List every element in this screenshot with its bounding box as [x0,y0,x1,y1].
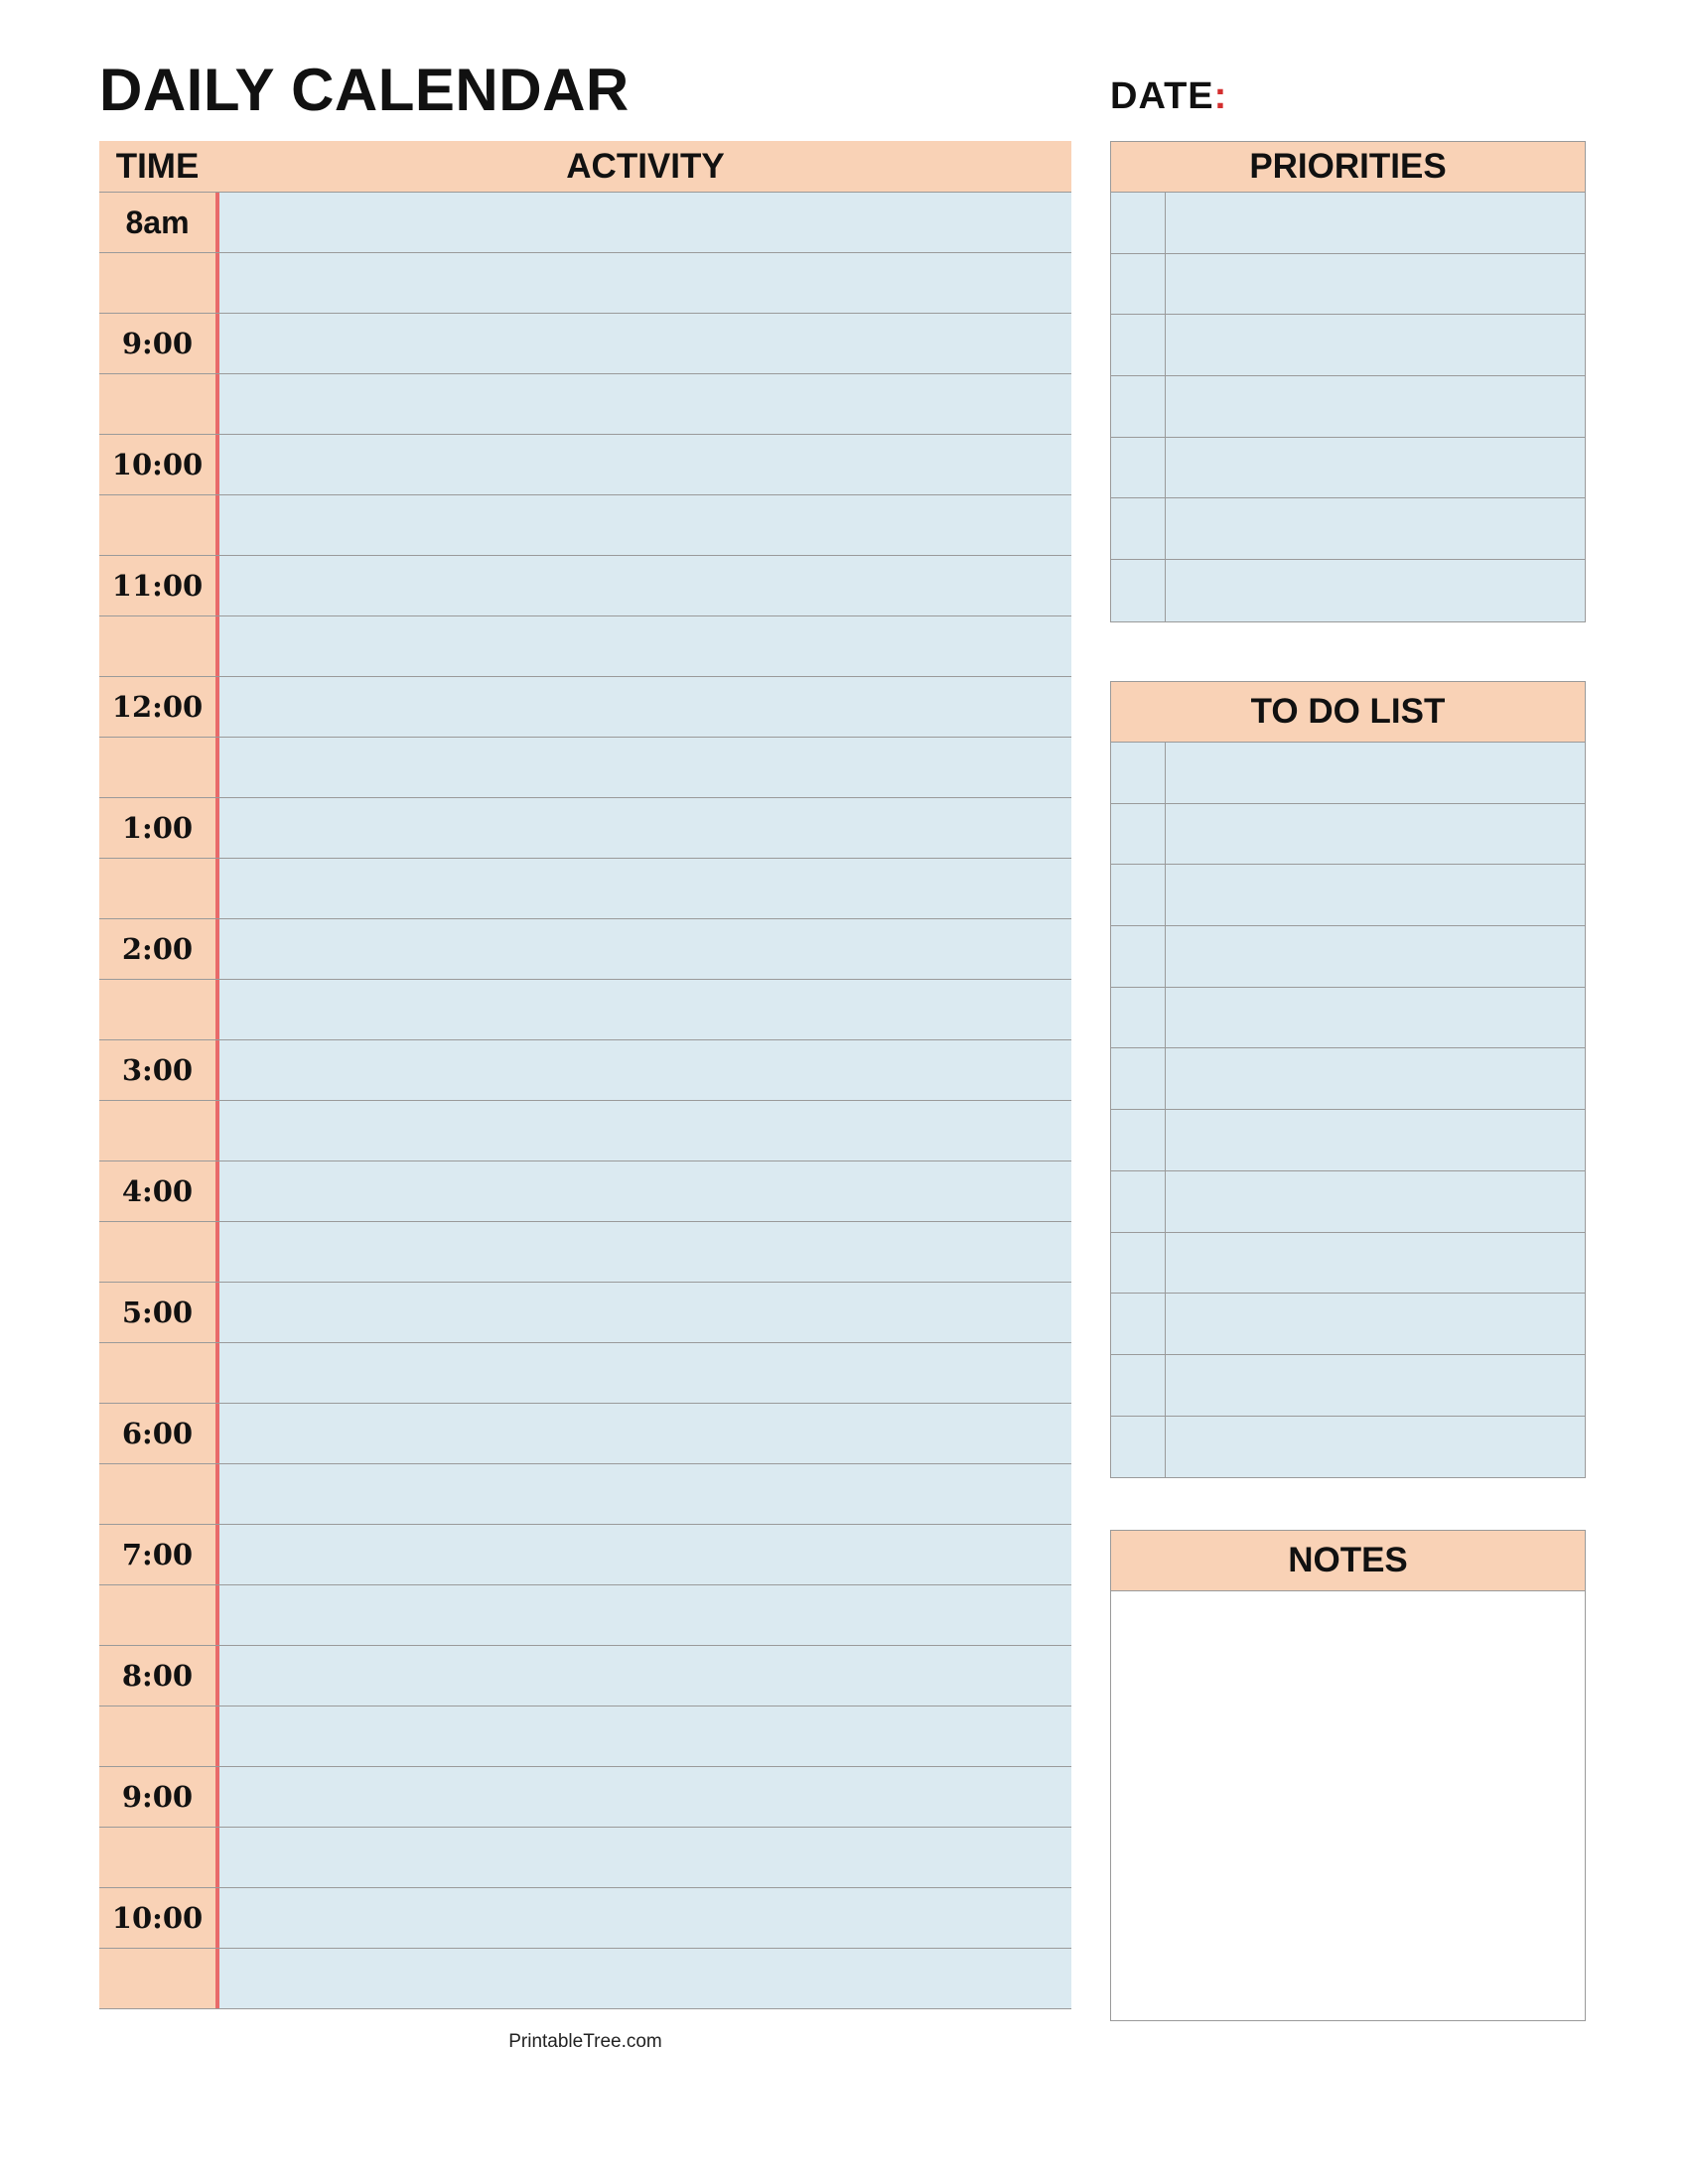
schedule-row [99,1040,1071,1101]
priority-row [1111,498,1585,560]
priority-entry[interactable] [1166,560,1585,621]
priorities-list [1111,193,1585,621]
schedule-row [99,859,1071,919]
activity-cell[interactable] [215,1888,1071,1948]
priority-row [1111,193,1585,254]
schedule-table [99,141,1071,2009]
schedule-row [99,1949,1071,2009]
todo-entry[interactable] [1166,988,1585,1048]
activity-cell[interactable] [215,1949,1071,2008]
activity-cell[interactable] [215,1222,1071,1282]
todo-checkbox[interactable] [1111,865,1166,925]
activity-cell[interactable] [215,980,1071,1039]
time-cell: 10:00 [99,1888,215,1948]
schedule-row [99,1767,1071,1828]
todo-panel [1110,681,1586,1478]
todo-row [1111,1110,1585,1171]
activity-column-header: ACTIVITY [215,141,1071,192]
activity-cell[interactable] [215,1404,1071,1463]
priority-checkbox[interactable] [1111,438,1166,498]
todo-row [1111,988,1585,1049]
todo-entry[interactable] [1166,1233,1585,1294]
priority-checkbox[interactable] [1111,498,1166,559]
todo-entry[interactable] [1166,865,1585,925]
activity-cell[interactable] [215,1283,1071,1342]
schedule-row [99,1343,1071,1404]
activity-cell[interactable] [215,1767,1071,1827]
todo-row [1111,1417,1585,1478]
priority-row [1111,560,1585,621]
activity-cell[interactable] [215,738,1071,797]
activity-cell[interactable] [215,1101,1071,1160]
todo-checkbox[interactable] [1111,1417,1166,1478]
schedule-header [99,141,1071,193]
schedule-row [99,1464,1071,1525]
time-cell: 9:00 [99,314,215,373]
notes-panel [1110,1530,1586,2021]
time-cell [99,616,215,676]
time-cell [99,980,215,1039]
time-cell: 12:00 [99,677,215,737]
todo-list [1111,743,1585,1477]
priority-checkbox[interactable] [1111,315,1166,375]
activity-cell[interactable] [215,556,1071,615]
time-cell [99,1706,215,1766]
notes-area[interactable] [1111,1591,1585,2020]
schedule-row [99,919,1071,980]
schedule-row [99,253,1071,314]
time-cell [99,495,215,555]
schedule-row [99,1585,1071,1646]
todo-row [1111,1233,1585,1295]
schedule-row [99,677,1071,738]
todo-row [1111,1048,1585,1110]
todo-row [1111,743,1585,804]
activity-cell[interactable] [215,1343,1071,1403]
time-cell [99,1101,215,1160]
todo-checkbox[interactable] [1111,1233,1166,1294]
schedule-row [99,1283,1071,1343]
priority-checkbox[interactable] [1111,560,1166,621]
schedule-row [99,314,1071,374]
time-cell [99,374,215,434]
schedule-row [99,1706,1071,1767]
schedule-row [99,1828,1071,1888]
time-cell: 4:00 [99,1161,215,1221]
priority-entry[interactable] [1166,376,1585,437]
todo-entry[interactable] [1166,1110,1585,1170]
todo-entry[interactable] [1166,1048,1585,1109]
todo-title: TO DO LIST [1111,682,1585,743]
time-cell: 1:00 [99,798,215,858]
time-cell [99,738,215,797]
time-cell [99,1828,215,1887]
time-cell: 10:00 [99,435,215,494]
schedule-row [99,435,1071,495]
activity-cell[interactable] [215,677,1071,737]
todo-checkbox[interactable] [1111,1294,1166,1354]
activity-cell[interactable] [215,435,1071,494]
schedule-row [99,616,1071,677]
activity-cell[interactable] [215,1646,1071,1706]
date-field[interactable] [1110,71,1227,121]
activity-cell[interactable] [215,1828,1071,1887]
todo-entry[interactable] [1166,1294,1585,1354]
todo-row [1111,865,1585,926]
activity-cell[interactable] [215,919,1071,979]
activity-cell[interactable] [215,1525,1071,1584]
todo-row [1111,1171,1585,1233]
date-label: DATE [1110,75,1214,117]
date-colon: : [1213,75,1228,117]
todo-checkbox[interactable] [1111,804,1166,865]
activity-cell[interactable] [215,253,1071,313]
priority-row [1111,254,1585,316]
priorities-title: PRIORITIES [1111,142,1585,193]
todo-checkbox[interactable] [1111,1171,1166,1232]
time-cell: 8:00 [99,1646,215,1706]
priority-checkbox[interactable] [1111,193,1166,253]
time-cell: 5:00 [99,1283,215,1342]
priority-row [1111,438,1585,499]
time-cell [99,1343,215,1403]
todo-entry[interactable] [1166,804,1585,865]
priority-entry[interactable] [1166,315,1585,375]
activity-cell[interactable] [215,374,1071,434]
schedule-row [99,1222,1071,1283]
page-title: DAILY CALENDAR [99,57,630,123]
time-column-header: TIME [115,146,200,186]
time-cell [99,1585,215,1645]
todo-checkbox[interactable] [1111,988,1166,1048]
time-cell: 6:00 [99,1404,215,1463]
priority-checkbox[interactable] [1111,254,1166,315]
todo-entry[interactable] [1166,926,1585,987]
priority-row [1111,315,1585,376]
todo-checkbox[interactable] [1111,1048,1166,1109]
activity-cell[interactable] [215,859,1071,918]
time-cell [99,1222,215,1282]
todo-row [1111,804,1585,866]
todo-entry[interactable] [1166,1355,1585,1416]
schedule-row [99,193,1071,253]
priority-entry[interactable] [1166,193,1585,253]
priority-checkbox[interactable] [1111,376,1166,437]
schedule-row [99,980,1071,1040]
activity-cell[interactable] [215,1706,1071,1766]
time-cell: 9:00 [99,1767,215,1827]
priorities-panel [1110,141,1586,622]
activity-cell[interactable] [215,495,1071,555]
activity-cell[interactable] [215,616,1071,676]
activity-cell[interactable] [215,1585,1071,1645]
priority-entry[interactable] [1166,438,1585,498]
schedule-row [99,374,1071,435]
todo-checkbox[interactable] [1111,926,1166,987]
time-cell [99,859,215,918]
schedule-row [99,1888,1071,1949]
time-cell [99,253,215,313]
todo-row [1111,1355,1585,1417]
time-cell: 3:00 [99,1040,215,1100]
activity-cell[interactable] [215,193,1071,252]
priority-entry[interactable] [1166,498,1585,559]
priority-row [1111,376,1585,438]
activity-cell[interactable] [215,1464,1071,1524]
priority-entry[interactable] [1166,254,1585,315]
activity-cell[interactable] [215,1040,1071,1100]
time-cell: 11:00 [99,556,215,615]
activity-cell[interactable] [215,798,1071,858]
schedule-row [99,1646,1071,1706]
time-cell [99,1949,215,2008]
time-cell [99,1464,215,1524]
schedule-row [99,798,1071,859]
schedule-row [99,1525,1071,1585]
notes-title: NOTES [1111,1531,1585,1591]
time-cell: 8am [99,193,215,252]
schedule-row [99,1101,1071,1161]
todo-checkbox[interactable] [1111,743,1166,803]
todo-checkbox[interactable] [1111,1110,1166,1170]
todo-entry[interactable] [1166,743,1585,803]
time-cell: 7:00 [99,1525,215,1584]
schedule-body [99,193,1071,2009]
schedule-row [99,738,1071,798]
todo-row [1111,1294,1585,1355]
activity-cell[interactable] [215,314,1071,373]
schedule-row [99,1404,1071,1464]
activity-cell[interactable] [215,1161,1071,1221]
schedule-row [99,1161,1071,1222]
todo-checkbox[interactable] [1111,1355,1166,1416]
todo-entry[interactable] [1166,1171,1585,1232]
schedule-row [99,495,1071,556]
footer-credit: PrintableTree.com [508,2031,662,2052]
schedule-row [99,556,1071,616]
todo-row [1111,926,1585,988]
time-cell: 2:00 [99,919,215,979]
todo-entry[interactable] [1166,1417,1585,1478]
